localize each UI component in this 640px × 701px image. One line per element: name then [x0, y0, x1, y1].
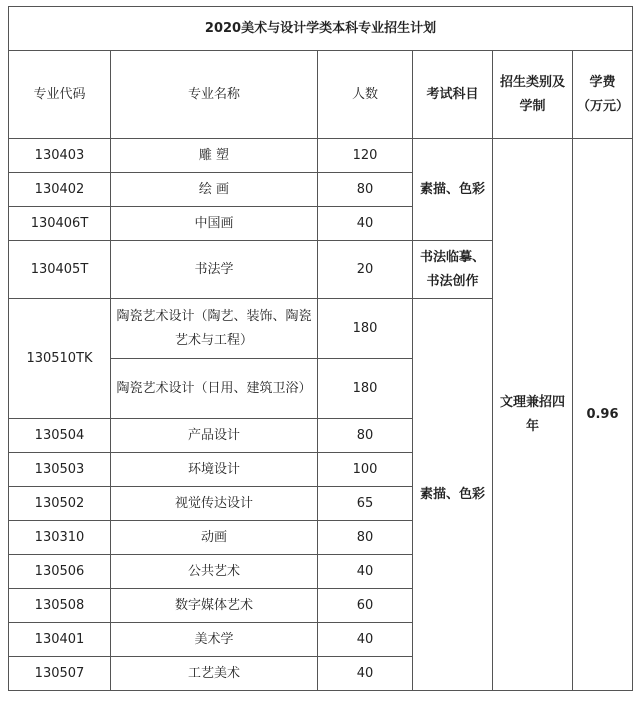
- cell-count: 40: [318, 207, 413, 241]
- cell-code: 130403: [9, 139, 111, 173]
- cell-code: 130502: [9, 487, 111, 521]
- cell-name: 产品设计: [111, 419, 318, 453]
- cell-code: 130402: [9, 173, 111, 207]
- exam-group-2: 书法临摹、书法创作: [413, 241, 493, 299]
- cell-code: 130406T: [9, 207, 111, 241]
- cell-count: 20: [318, 241, 413, 299]
- header-type: 招生类别及学制: [493, 51, 573, 139]
- header-fee: 学费（万元）: [573, 51, 633, 139]
- header-code: 专业代码: [9, 51, 111, 139]
- header-exam: 考试科目: [413, 51, 493, 139]
- exam-group-3: 素描、色彩: [413, 299, 493, 691]
- cell-name: 中国画: [111, 207, 318, 241]
- exam-group-1: 素描、色彩: [413, 139, 493, 241]
- cell-name: 美术学: [111, 623, 318, 657]
- cell-count: 40: [318, 555, 413, 589]
- cell-count: 65: [318, 487, 413, 521]
- cell-code: 130405T: [9, 241, 111, 299]
- type-value: 文理兼招四年: [493, 139, 573, 691]
- cell-name: 雕 塑: [111, 139, 318, 173]
- enrollment-plan-table: [8, 6, 633, 691]
- cell-name: 数字媒体艺术: [111, 589, 318, 623]
- cell-code: 130508: [9, 589, 111, 623]
- cell-count: 40: [318, 657, 413, 691]
- cell-name: 陶瓷艺术设计（陶艺、装饰、陶瓷艺术与工程）: [111, 299, 318, 359]
- cell-count: 180: [318, 299, 413, 359]
- cell-count: 60: [318, 589, 413, 623]
- cell-code: 130504: [9, 419, 111, 453]
- cell-count: 80: [318, 521, 413, 555]
- cell-count: 180: [318, 359, 413, 419]
- cell-count: 40: [318, 623, 413, 657]
- cell-name: 视觉传达设计: [111, 487, 318, 521]
- cell-code: 130503: [9, 453, 111, 487]
- header-name: 专业名称: [111, 51, 318, 139]
- cell-name: 书法学: [111, 241, 318, 299]
- cell-count: 120: [318, 139, 413, 173]
- cell-name: 公共艺术: [111, 555, 318, 589]
- cell-name: 环境设计: [111, 453, 318, 487]
- cell-name: 陶瓷艺术设计（日用、建筑卫浴）: [111, 359, 318, 419]
- table-row: [9, 139, 633, 173]
- cell-code: 130507: [9, 657, 111, 691]
- cell-count: 100: [318, 453, 413, 487]
- cell-name: 动画: [111, 521, 318, 555]
- cell-code: 130401: [9, 623, 111, 657]
- cell-count: 80: [318, 173, 413, 207]
- table-title: 2020美术与设计学类本科专业招生计划: [9, 7, 633, 51]
- fee-value: 0.96: [573, 139, 633, 691]
- cell-count: 80: [318, 419, 413, 453]
- header-count: 人数: [318, 51, 413, 139]
- cell-code: 130510TK: [9, 299, 111, 419]
- cell-name: 工艺美术: [111, 657, 318, 691]
- cell-code: 130506: [9, 555, 111, 589]
- cell-name: 绘 画: [111, 173, 318, 207]
- cell-code: 130310: [9, 521, 111, 555]
